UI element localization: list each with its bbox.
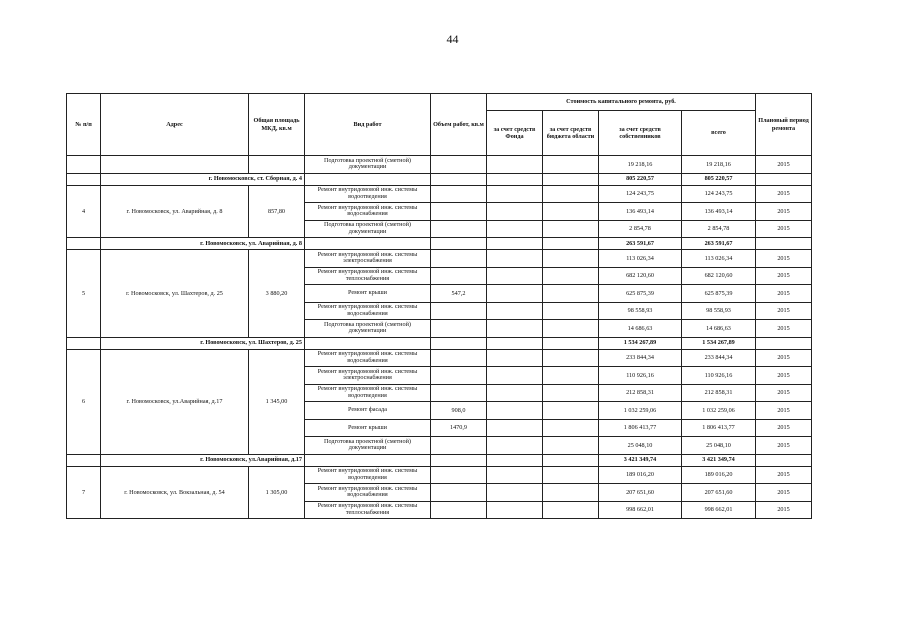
total-cell: 124 243,75 [682,185,756,203]
header-cost-group: Стоимость капитального ремонта, руб. [487,94,756,111]
subtotal-owners-cell: 263 591,67 [599,238,682,250]
subtotal-total-cell: 263 591,67 [682,238,756,250]
area-cell: 857,80 [249,185,305,238]
row-number: 7 [67,466,101,519]
work-type-cell: Ремонт внутридомовой инж. системы теплоснабжения [305,267,431,285]
subtotal-fund-cell [487,454,543,466]
period-cell: 2015 [756,484,812,502]
total-cell: 2 854,78 [682,220,756,238]
work-type-cell: Подготовка проектной (сметной) документации [305,156,431,174]
fund-cell [487,501,543,519]
header-address: Адрес [101,94,249,156]
subtotal-period-cell [756,238,812,250]
subtotal-owners-cell: 805 220,57 [599,173,682,185]
header-period: Плановый период ремонта [756,94,812,156]
header-total: всего [682,111,756,156]
period-cell: 2015 [756,203,812,221]
work-type-cell: Ремонт внутридомовой инж. системы электроснабжения [305,367,431,385]
period-cell: 2015 [756,367,812,385]
fund-cell [487,285,543,303]
volume-cell [431,156,487,174]
work-type-cell: Ремонт внутридомовой инж. системы водоотведения [305,466,431,484]
work-type-cell: Подготовка проектной (сметной) документации [305,220,431,238]
subtotal-row [67,173,812,185]
budget-cell [543,185,599,203]
budget-cell [543,367,599,385]
fund-cell [487,220,543,238]
work-type-cell: Ремонт внутридомовой инж. системы водоотведения [305,185,431,203]
total-cell: 189 016,20 [682,466,756,484]
volume-cell [431,302,487,320]
owners-cell: 113 026,34 [599,250,682,268]
subtotal-work-cell [305,454,431,466]
volume-cell [431,220,487,238]
budget-cell [543,466,599,484]
fund-cell [487,203,543,221]
subtotal-period-cell [756,337,812,349]
budget-cell [543,419,599,437]
work-type-cell: Ремонт внутридомовой инж. системы водоснабжения [305,302,431,320]
total-cell: 98 558,93 [682,302,756,320]
subtotal-label: г. Новомосковск, ул. Аварийная, д. 8 [101,238,305,250]
subtotal-fund-cell [487,238,543,250]
header-area: Общая площадь МКД, кв.м [249,94,305,156]
subtotal-fund-cell [487,173,543,185]
table-header [67,94,812,156]
work-type-cell: Подготовка проектной (сметной) документации [305,437,431,455]
address-cell: г. Новомосковск, ул.Аварийная, д.17 [101,349,249,454]
subtotal-num-cell [67,454,101,466]
fund-cell [487,185,543,203]
volume-cell [431,484,487,502]
header-fund: за счет средств Фонда [487,111,543,156]
budget-cell [543,402,599,420]
table-row [67,466,812,484]
work-type-cell: Ремонт внутридомовой инж. системы водоотведения [305,384,431,402]
volume-cell [431,203,487,221]
volume-cell [431,466,487,484]
area-cell: 3 880,20 [249,250,305,338]
budget-cell [543,384,599,402]
budget-cell [543,302,599,320]
period-cell: 2015 [756,320,812,338]
subtotal-num-cell [67,337,101,349]
period-cell: 2015 [756,156,812,174]
owners-cell: 110 926,16 [599,367,682,385]
owners-cell: 682 120,60 [599,267,682,285]
total-cell: 14 686,63 [682,320,756,338]
budget-cell [543,220,599,238]
fund-cell [487,384,543,402]
volume-cell: 547,2 [431,285,487,303]
budget-cell [543,267,599,285]
subtotal-budget-cell [543,173,599,185]
budget-cell [543,437,599,455]
subtotal-volume-cell [431,454,487,466]
owners-cell: 14 686,63 [599,320,682,338]
owners-cell: 212 858,31 [599,384,682,402]
budget-cell [543,320,599,338]
period-cell: 2015 [756,384,812,402]
row-number: 6 [67,349,101,454]
subtotal-total-cell: 3 421 349,74 [682,454,756,466]
area-cell: 1 345,00 [249,349,305,454]
owners-cell: 136 493,14 [599,203,682,221]
period-cell: 2015 [756,419,812,437]
total-cell: 110 926,16 [682,367,756,385]
budget-cell [543,349,599,367]
table-row [67,349,812,367]
owners-cell: 124 243,75 [599,185,682,203]
page-number: 44 [446,32,459,46]
address-cell: г. Новомосковск, ул. Аварийная, д. 8 [101,185,249,238]
fund-cell [487,156,543,174]
volume-cell [431,501,487,519]
owners-cell: 625 875,39 [599,285,682,303]
owners-cell: 98 558,93 [599,302,682,320]
subtotal-owners-cell: 1 534 267,89 [599,337,682,349]
total-cell: 212 858,31 [682,384,756,402]
budget-cell [543,285,599,303]
table-row [67,250,812,268]
subtotal-row [67,454,812,466]
header-owners: за счет средств собственников [599,111,682,156]
volume-cell: 1470,9 [431,419,487,437]
fund-cell [487,419,543,437]
subtotal-budget-cell [543,238,599,250]
period-cell: 2015 [756,402,812,420]
owners-cell: 207 651,60 [599,484,682,502]
period-cell: 2015 [756,267,812,285]
work-type-cell: Ремонт крыши [305,285,431,303]
table-row [67,156,812,174]
subtotal-row [67,337,812,349]
period-cell: 2015 [756,501,812,519]
subtotal-budget-cell [543,337,599,349]
work-type-cell: Ремонт внутридомовой инж. системы водоснабжения [305,203,431,221]
work-type-cell: Ремонт внутридомовой инж. системы водоснабжения [305,484,431,502]
owners-cell: 998 662,01 [599,501,682,519]
fund-cell [487,250,543,268]
volume-cell [431,367,487,385]
subtotal-period-cell [756,454,812,466]
subtotal-volume-cell [431,337,487,349]
subtotal-work-cell [305,238,431,250]
fund-cell [487,437,543,455]
budget-cell [543,203,599,221]
volume-cell [431,349,487,367]
period-cell: 2015 [756,302,812,320]
period-cell: 2015 [756,185,812,203]
address-cell: г. Новомосковск, ул. Шахтеров, д. 25 [101,250,249,338]
period-cell: 2015 [756,437,812,455]
fund-cell [487,349,543,367]
subtotal-work-cell [305,173,431,185]
header-budget: за счет средств бюджета области [543,111,599,156]
volume-cell [431,185,487,203]
work-type-cell: Ремонт внутридомовой инж. системы водоснабжения [305,349,431,367]
subtotal-total-cell: 805 220,57 [682,173,756,185]
subtotal-budget-cell [543,454,599,466]
header-work-type: Вид работ [305,94,431,156]
volume-cell: 908,0 [431,402,487,420]
subtotal-volume-cell [431,238,487,250]
volume-cell [431,437,487,455]
period-cell: 2015 [756,349,812,367]
subtotal-period-cell [756,173,812,185]
subtotal-label: г. Новомосковск, ст. Сборная, д. 4 [101,173,305,185]
address-cell [101,156,249,174]
subtotal-fund-cell [487,337,543,349]
budget-cell [543,484,599,502]
total-cell: 1 032 259,06 [682,402,756,420]
total-cell: 233 844,34 [682,349,756,367]
total-cell: 625 875,39 [682,285,756,303]
subtotal-num-cell [67,173,101,185]
subtotal-total-cell: 1 534 267,89 [682,337,756,349]
fund-cell [487,267,543,285]
period-cell: 2015 [756,285,812,303]
capital-repair-table [66,93,812,519]
subtotal-label: г. Новомосковск, ул. Шахтеров, д. 25 [101,337,305,349]
header-volume: Объем работ, кв.м [431,94,487,156]
total-cell: 19 218,16 [682,156,756,174]
table-container [66,93,812,519]
budget-cell [543,250,599,268]
row-number: 5 [67,250,101,338]
budget-cell [543,501,599,519]
subtotal-work-cell [305,337,431,349]
row-number [67,156,101,174]
period-cell: 2015 [756,220,812,238]
subtotal-owners-cell: 3 421 349,74 [599,454,682,466]
fund-cell [487,484,543,502]
owners-cell: 19 218,16 [599,156,682,174]
work-type-cell: Ремонт внутридомовой инж. системы теплоснабжения [305,501,431,519]
fund-cell [487,466,543,484]
subtotal-num-cell [67,238,101,250]
period-cell: 2015 [756,466,812,484]
owners-cell: 233 844,34 [599,349,682,367]
table-row [67,185,812,203]
owners-cell: 25 048,10 [599,437,682,455]
fund-cell [487,320,543,338]
fund-cell [487,367,543,385]
address-cell: г. Новомосковск, ул. Вокзальная, д. 54 [101,466,249,519]
owners-cell: 189 016,20 [599,466,682,484]
total-cell: 207 651,60 [682,484,756,502]
owners-cell: 2 854,78 [599,220,682,238]
owners-cell: 1 806 413,77 [599,419,682,437]
total-cell: 998 662,01 [682,501,756,519]
volume-cell [431,267,487,285]
table-body [67,156,812,519]
work-type-cell: Подготовка проектной (сметной) документации [305,320,431,338]
area-cell [249,156,305,174]
period-cell: 2015 [756,250,812,268]
fund-cell [487,402,543,420]
row-number: 4 [67,185,101,238]
total-cell: 136 493,14 [682,203,756,221]
area-cell: 1 305,00 [249,466,305,519]
subtotal-row [67,238,812,250]
work-type-cell: Ремонт внутридомовой инж. системы электроснабжения [305,250,431,268]
volume-cell [431,320,487,338]
total-cell: 682 120,60 [682,267,756,285]
owners-cell: 1 032 259,06 [599,402,682,420]
subtotal-label: г. Новомосковск, ул.Аварийная, д.17 [101,454,305,466]
budget-cell [543,156,599,174]
header-num: № п/п [67,94,101,156]
total-cell: 113 026,34 [682,250,756,268]
subtotal-volume-cell [431,173,487,185]
fund-cell [487,302,543,320]
volume-cell [431,384,487,402]
total-cell: 25 048,10 [682,437,756,455]
total-cell: 1 806 413,77 [682,419,756,437]
volume-cell [431,250,487,268]
work-type-cell: Ремонт фасада [305,402,431,420]
work-type-cell: Ремонт крыши [305,419,431,437]
